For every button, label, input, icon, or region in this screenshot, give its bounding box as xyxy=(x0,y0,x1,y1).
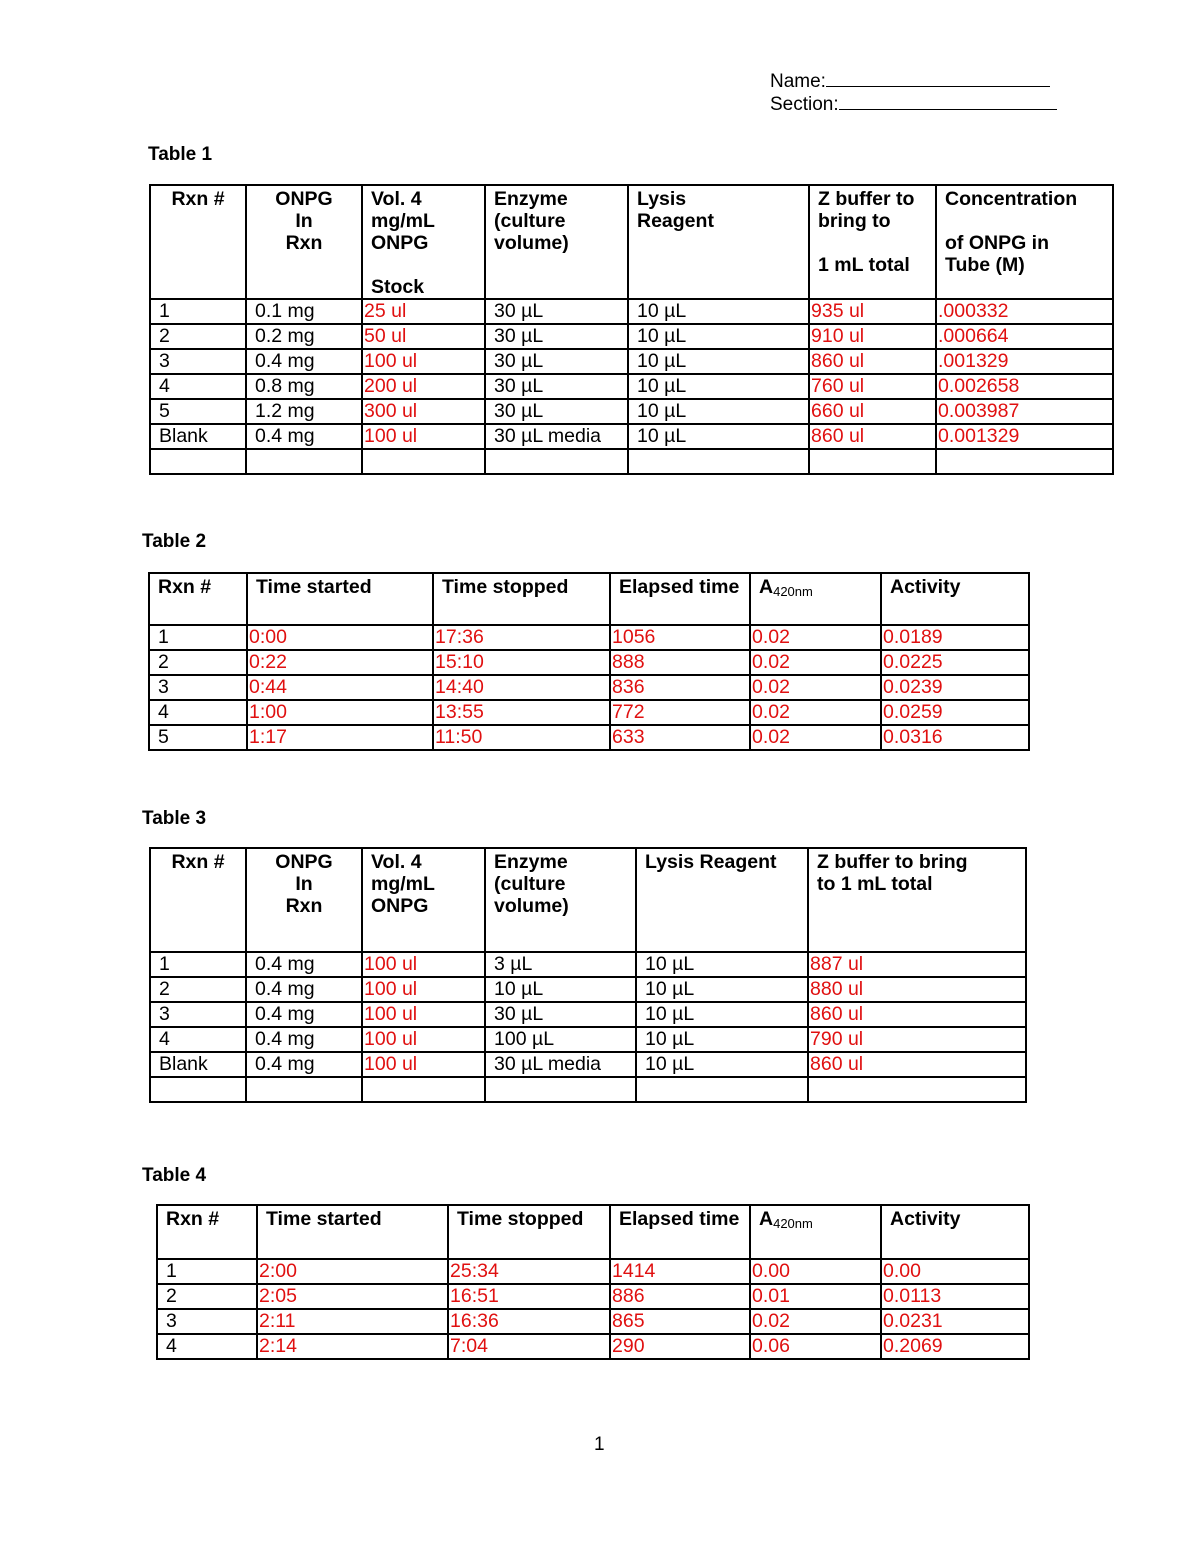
table2-body xyxy=(149,625,1029,750)
table-cell: 0.0231 xyxy=(881,1309,1029,1334)
table-cell: 14:40 xyxy=(433,675,610,700)
table-cell: 1414 xyxy=(610,1259,750,1284)
table-cell: 0.4 mg xyxy=(246,424,362,449)
table-cell: 1 xyxy=(149,625,247,650)
table-cell: 25:34 xyxy=(448,1259,610,1284)
table-cell: Blank xyxy=(150,424,246,449)
table-cell xyxy=(628,449,809,474)
table-cell: 0:22 xyxy=(247,650,433,675)
table-cell: 660 ul xyxy=(809,399,936,424)
table-cell: 10 µL xyxy=(485,977,636,1002)
table-cell: 860 ul xyxy=(808,1052,1026,1077)
table-cell: 772 xyxy=(610,700,750,725)
table-cell: 1.2 mg xyxy=(246,399,362,424)
table-cell: 935 ul xyxy=(809,299,936,324)
table2-col-header: Rxn # xyxy=(149,573,247,625)
table-cell: 0.02 xyxy=(750,650,881,675)
table4-body xyxy=(157,1259,1029,1359)
table-cell: 1 xyxy=(150,299,246,324)
table-cell: Blank xyxy=(150,1052,246,1077)
table-cell xyxy=(485,1077,636,1102)
table-row xyxy=(157,1334,1029,1359)
table-cell: 1 xyxy=(157,1259,257,1284)
table1-title: Table 1 xyxy=(148,144,213,165)
table2-col-header: Activity xyxy=(881,573,1029,625)
table4-col-header: Activity xyxy=(881,1205,1029,1259)
table-cell xyxy=(150,1077,246,1102)
table-cell: 0.00 xyxy=(750,1259,881,1284)
table3 xyxy=(149,847,1027,1103)
table-cell: 1:00 xyxy=(247,700,433,725)
table-row xyxy=(150,349,1113,374)
table-cell: 30 µL xyxy=(485,399,628,424)
table-cell xyxy=(246,1077,362,1102)
table2-col-header: Time stopped xyxy=(433,573,610,625)
table1-col-header: Vol. 4 mg/mL ONPG Stock xyxy=(362,185,485,299)
table3-col-header: Rxn # xyxy=(150,848,246,952)
table4-header-row xyxy=(157,1205,1029,1259)
table-cell: 30 µL xyxy=(485,349,628,374)
table-cell: 0.003987 xyxy=(936,399,1113,424)
table3-title: Table 3 xyxy=(142,808,207,829)
table-row xyxy=(150,299,1113,324)
table3-col-header: ONPG In Rxn xyxy=(246,848,362,952)
table-row xyxy=(149,700,1029,725)
table-cell: 1056 xyxy=(610,625,750,650)
table-cell: 4 xyxy=(157,1334,257,1359)
table-cell: 0.02 xyxy=(750,1309,881,1334)
table-cell: 13:55 xyxy=(433,700,610,725)
table-cell: 100 ul xyxy=(362,1027,485,1052)
table-cell: 30 µL xyxy=(485,374,628,399)
table-cell: 4 xyxy=(150,374,246,399)
table-cell xyxy=(150,449,246,474)
table4-col-header: Elapsed time xyxy=(610,1205,750,1259)
table2-col-header: Elapsed time xyxy=(610,573,750,625)
table4 xyxy=(156,1204,1030,1360)
table-cell: 100 ul xyxy=(362,424,485,449)
table-cell: 10 µL xyxy=(628,299,809,324)
table-cell: 0.0225 xyxy=(881,650,1029,675)
table4-col-header: Time stopped xyxy=(448,1205,610,1259)
table3-body xyxy=(150,952,1026,1102)
table-cell xyxy=(808,1077,1026,1102)
subscript: 420nm xyxy=(773,584,813,599)
table-row xyxy=(150,374,1113,399)
table4-col-header: Rxn # xyxy=(157,1205,257,1259)
table-cell: 0.02 xyxy=(750,725,881,750)
table3-col-header: Lysis Reagent xyxy=(636,848,808,952)
table-cell: 16:36 xyxy=(448,1309,610,1334)
table1-col-header: Enzyme (culture volume) xyxy=(485,185,628,299)
table-cell: 5 xyxy=(150,399,246,424)
table-cell: 10 µL xyxy=(636,1027,808,1052)
table-cell: 10 µL xyxy=(628,324,809,349)
table-cell: 25 ul xyxy=(362,299,485,324)
table-cell: 860 ul xyxy=(809,349,936,374)
table-cell: 0.2 mg xyxy=(246,324,362,349)
table-cell: 886 xyxy=(610,1284,750,1309)
table-cell: 0.00 xyxy=(881,1259,1029,1284)
table-cell: 0.001329 xyxy=(936,424,1113,449)
page-number: 1 xyxy=(594,1434,605,1455)
table-cell: 0.0113 xyxy=(881,1284,1029,1309)
table-row xyxy=(150,1077,1026,1102)
table-cell: 10 µL xyxy=(628,399,809,424)
table2-col-header: $A_{420nm}$ xyxy=(750,573,881,625)
table-cell: 300 ul xyxy=(362,399,485,424)
table-cell: 5 xyxy=(149,725,247,750)
table-cell: 880 ul xyxy=(808,977,1026,1002)
table-cell xyxy=(809,449,936,474)
table4-col-header: $A_{420nm}$ xyxy=(750,1205,881,1259)
table-cell: 0.4 mg xyxy=(246,977,362,1002)
table-cell: 3 xyxy=(150,349,246,374)
table-cell: .001329 xyxy=(936,349,1113,374)
table-row xyxy=(149,625,1029,650)
table-cell: 0.0316 xyxy=(881,725,1029,750)
table-cell: 0.02 xyxy=(750,675,881,700)
table-cell: 200 ul xyxy=(362,374,485,399)
table3-col-header: Vol. 4 mg/mL ONPG xyxy=(362,848,485,952)
table-cell: 4 xyxy=(150,1027,246,1052)
table-cell: 0.01 xyxy=(750,1284,881,1309)
table1 xyxy=(149,184,1114,475)
section-blank[interactable] xyxy=(839,93,1057,110)
table1-col-header: Z buffer to bring to 1 mL total xyxy=(809,185,936,299)
table-cell: .000664 xyxy=(936,324,1113,349)
table-cell: 100 µL xyxy=(485,1027,636,1052)
table-cell: 0:44 xyxy=(247,675,433,700)
table-cell: 3 xyxy=(149,675,247,700)
table-cell: 836 xyxy=(610,675,750,700)
table-cell: 10 µL xyxy=(636,1052,808,1077)
table1-col-header: Concentration of ONPG in Tube (M) xyxy=(936,185,1113,299)
table-cell: 633 xyxy=(610,725,750,750)
table-cell: 30 µL xyxy=(485,324,628,349)
table-cell: 887 ul xyxy=(808,952,1026,977)
table-cell: 0.0189 xyxy=(881,625,1029,650)
table-cell: 1 xyxy=(150,952,246,977)
table-row xyxy=(150,1002,1026,1027)
table-row xyxy=(150,324,1113,349)
table-cell: 10 µL xyxy=(628,374,809,399)
table-cell: 860 ul xyxy=(808,1002,1026,1027)
table-row xyxy=(150,424,1113,449)
table-cell: 1:17 xyxy=(247,725,433,750)
table-cell: 100 ul xyxy=(362,1002,485,1027)
name-field xyxy=(770,70,1050,93)
table-row xyxy=(149,675,1029,700)
table-cell: 2:14 xyxy=(257,1334,448,1359)
table-cell: 11:50 xyxy=(433,725,610,750)
table-row xyxy=(150,952,1026,977)
table-cell: 7:04 xyxy=(448,1334,610,1359)
table1-header-row xyxy=(150,185,1113,299)
table-cell: 0.1 mg xyxy=(246,299,362,324)
table-row xyxy=(150,977,1026,1002)
table-cell: 2 xyxy=(157,1284,257,1309)
table-cell xyxy=(246,449,362,474)
section-label: Section: xyxy=(770,94,839,115)
table-row xyxy=(150,399,1113,424)
table-cell: 10 µL xyxy=(636,952,808,977)
table-cell: 10 µL xyxy=(628,424,809,449)
table-cell xyxy=(485,449,628,474)
table1-col-header: ONPG In Rxn xyxy=(246,185,362,299)
table-cell xyxy=(362,449,485,474)
table2-header-row xyxy=(149,573,1029,625)
table-cell: 10 µL xyxy=(636,1002,808,1027)
table-row xyxy=(157,1259,1029,1284)
table-row xyxy=(149,725,1029,750)
table-cell: 0.2069 xyxy=(881,1334,1029,1359)
table-cell: 3 xyxy=(150,1002,246,1027)
table4-title: Table 4 xyxy=(142,1165,207,1186)
table-cell: 0.4 mg xyxy=(246,1052,362,1077)
table1-col-header: Rxn # xyxy=(150,185,246,299)
table-cell: 10 µL xyxy=(628,349,809,374)
table-cell: 0.02 xyxy=(750,700,881,725)
table-cell: 3 xyxy=(157,1309,257,1334)
table2-title: Table 2 xyxy=(142,531,207,552)
table3-col-header: Enzyme (culture volume) xyxy=(485,848,636,952)
table-cell: 0.4 mg xyxy=(246,1002,362,1027)
name-blank[interactable] xyxy=(826,70,1050,87)
section-field xyxy=(770,93,1057,116)
table-cell: 888 xyxy=(610,650,750,675)
table-cell: 0.06 xyxy=(750,1334,881,1359)
table-cell: 100 ul xyxy=(362,1052,485,1077)
table-cell: 30 µL xyxy=(485,299,628,324)
table-cell: 100 ul xyxy=(362,349,485,374)
table-cell: 760 ul xyxy=(809,374,936,399)
table-cell: 2 xyxy=(150,977,246,1002)
table-cell: 2:11 xyxy=(257,1309,448,1334)
table-cell xyxy=(636,1077,808,1102)
table2 xyxy=(148,572,1030,751)
table-cell: 790 ul xyxy=(808,1027,1026,1052)
table-cell: 0.02 xyxy=(750,625,881,650)
table-cell: 2 xyxy=(149,650,247,675)
table-cell: 50 ul xyxy=(362,324,485,349)
table3-header-row xyxy=(150,848,1026,952)
table-cell: 2:00 xyxy=(257,1259,448,1284)
table-cell: 0.0239 xyxy=(881,675,1029,700)
table-cell: 15:10 xyxy=(433,650,610,675)
table-cell: 0.002658 xyxy=(936,374,1113,399)
table-cell xyxy=(936,449,1113,474)
table-cell: 865 xyxy=(610,1309,750,1334)
table3-col-header: Z buffer to bring to 1 mL total xyxy=(808,848,1026,952)
table-cell: 30 µL media xyxy=(485,424,628,449)
table-cell: 3 µL xyxy=(485,952,636,977)
table-cell: 290 xyxy=(610,1334,750,1359)
table-row xyxy=(157,1284,1029,1309)
table-cell: 4 xyxy=(149,700,247,725)
table-cell: 17:36 xyxy=(433,625,610,650)
table-cell: 0.4 mg xyxy=(246,1027,362,1052)
table-cell: .000332 xyxy=(936,299,1113,324)
table-cell: 100 ul xyxy=(362,952,485,977)
table-cell: 0.4 mg xyxy=(246,952,362,977)
table-cell: 10 µL xyxy=(636,977,808,1002)
table-cell: 16:51 xyxy=(448,1284,610,1309)
table-cell: 860 ul xyxy=(809,424,936,449)
table-row xyxy=(150,1052,1026,1077)
table-cell: 0:00 xyxy=(247,625,433,650)
table-row xyxy=(150,1027,1026,1052)
table-cell: 30 µL xyxy=(485,1002,636,1027)
table-cell: 0.0259 xyxy=(881,700,1029,725)
table-cell: 100 ul xyxy=(362,977,485,1002)
name-label: Name: xyxy=(770,71,826,92)
table2-col-header: Time started xyxy=(247,573,433,625)
table-cell: 2:05 xyxy=(257,1284,448,1309)
table-cell: 0.4 mg xyxy=(246,349,362,374)
table4-col-header: Time started xyxy=(257,1205,448,1259)
table-cell xyxy=(362,1077,485,1102)
table-cell: 2 xyxy=(150,324,246,349)
table-cell: 30 µL media xyxy=(485,1052,636,1077)
table1-col-header: Lysis Reagent xyxy=(628,185,809,299)
table-row xyxy=(149,650,1029,675)
table-row xyxy=(157,1309,1029,1334)
table-cell: 0.8 mg xyxy=(246,374,362,399)
table-row xyxy=(150,449,1113,474)
table1-body xyxy=(150,299,1113,474)
table-cell: 910 ul xyxy=(809,324,936,349)
subscript: 420nm xyxy=(773,1216,813,1231)
